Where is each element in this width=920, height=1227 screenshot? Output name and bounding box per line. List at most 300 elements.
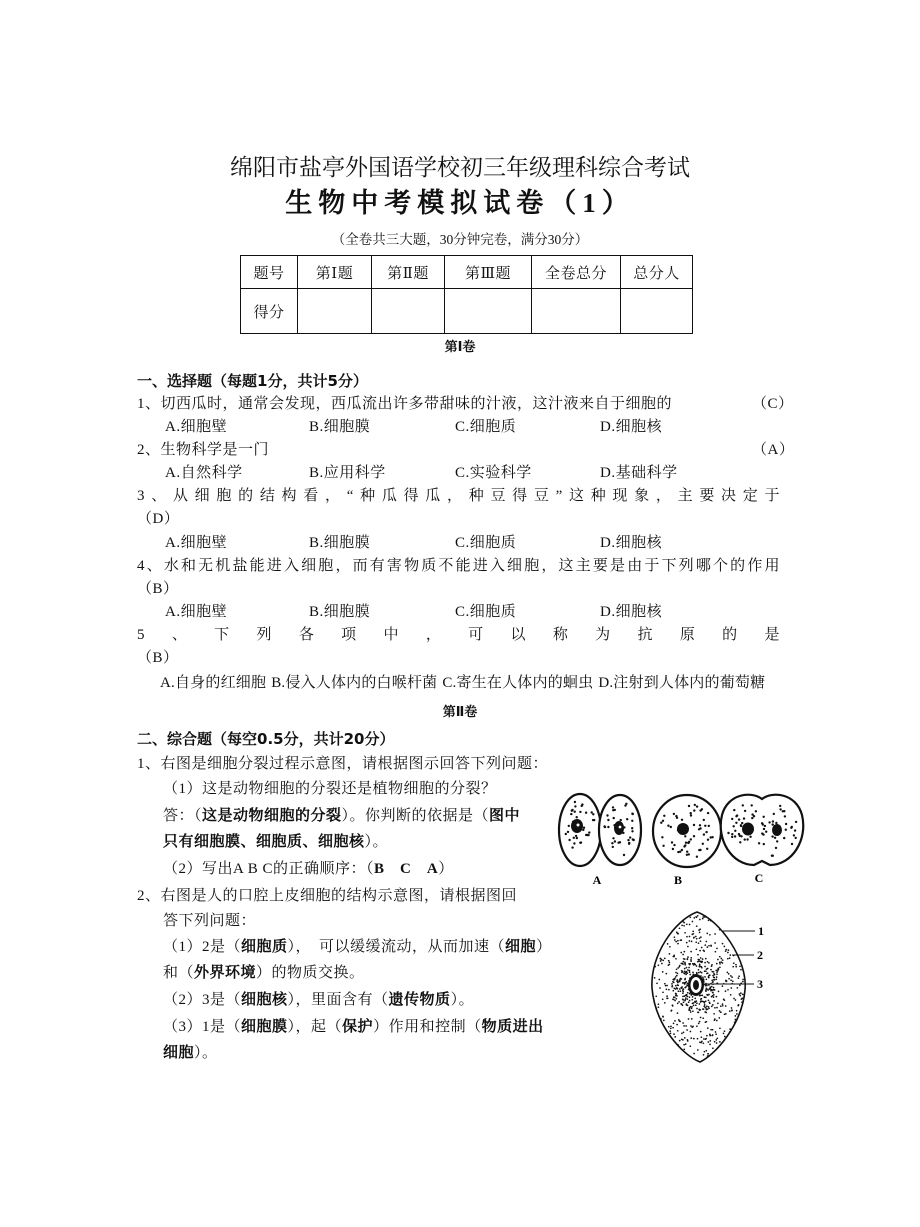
cytoplasm-granule bbox=[664, 958, 666, 960]
cytoplasm-granule bbox=[719, 1010, 721, 1012]
cytoplasm-granule bbox=[716, 1042, 718, 1044]
cytoplasm-granule bbox=[591, 811, 593, 813]
cytoplasm-granule bbox=[741, 1001, 743, 1003]
cytoplasm-granule bbox=[722, 1003, 724, 1005]
cytoplasm-granule bbox=[699, 937, 701, 939]
cytoplasm-granule bbox=[706, 988, 708, 990]
cytoplasm-granule bbox=[683, 958, 685, 960]
cytoplasm-granule bbox=[612, 846, 614, 848]
cytoplasm-granule bbox=[672, 990, 674, 992]
cytoplasm-granule bbox=[676, 968, 678, 970]
cytoplasm-granule bbox=[714, 989, 716, 991]
cytoplasm-granule bbox=[701, 972, 703, 974]
cytoplasm-granule bbox=[685, 1043, 687, 1045]
cytoplasm-granule bbox=[714, 1019, 716, 1021]
cytoplasm-granule bbox=[700, 936, 702, 938]
cytoplasm-granule bbox=[715, 1039, 717, 1041]
option: D.注射到人体内的葡萄糖 bbox=[598, 675, 766, 691]
cytoplasm-granule bbox=[742, 981, 744, 983]
cytoplasm-granule bbox=[707, 972, 709, 974]
question-stem: 4、水和无机盐能进入细胞，而有害物质不能进入细胞，这主要是由于下列哪个的作用 bbox=[137, 558, 780, 574]
cytoplasm-granule bbox=[662, 991, 664, 993]
cytoplasm-granule bbox=[695, 936, 697, 938]
cytoplasm-granule bbox=[763, 828, 765, 830]
cytoplasm-granule bbox=[705, 1050, 707, 1052]
cytoplasm-granule bbox=[695, 1004, 697, 1006]
cytoplasm-granule bbox=[751, 804, 753, 806]
cytoplasm-granule bbox=[675, 993, 677, 995]
cytoplasm-granule bbox=[704, 825, 706, 827]
cytoplasm-granule bbox=[683, 1032, 685, 1034]
text-segment: ）的物质交换。 bbox=[256, 965, 365, 981]
cytoplasm-granule bbox=[671, 983, 673, 985]
cytoplasm-granule bbox=[743, 817, 745, 819]
question-answer: （B） bbox=[137, 581, 179, 597]
paper-title: 生物中考模拟试卷（1） bbox=[285, 188, 635, 218]
question-stem: 1、切西瓜时，通常会发现，西瓜流出许多带甜味的汁液，这汁液来自于细胞的 bbox=[137, 396, 673, 412]
cytoplasm-granule bbox=[731, 836, 733, 838]
cytoplasm-granule bbox=[684, 978, 686, 980]
cytoplasm-granule bbox=[660, 822, 662, 824]
cytoplasm-granule bbox=[685, 1025, 687, 1027]
cytoplasm-granule bbox=[720, 958, 722, 960]
cytoplasm-granule bbox=[714, 942, 716, 944]
cytoplasm-granule bbox=[675, 976, 677, 978]
cytoplasm-granule bbox=[735, 964, 737, 966]
cytoplasm-granule bbox=[689, 974, 691, 976]
section-2-heading: 二、综合题（每空0.5分，共计20分） bbox=[137, 730, 395, 748]
cytoplasm-granule bbox=[682, 954, 684, 956]
cytoplasm-granule bbox=[735, 822, 737, 824]
cytoplasm-granule bbox=[682, 1022, 684, 1024]
cytoplasm-granule bbox=[716, 963, 718, 965]
filled-answer: 保护 bbox=[342, 1019, 374, 1035]
cytoplasm-granule bbox=[722, 959, 724, 961]
cytoplasm-granule bbox=[612, 837, 614, 839]
cytoplasm-granule bbox=[709, 1034, 711, 1036]
cytoplasm-granule bbox=[694, 964, 696, 966]
cytoplasm-granule bbox=[705, 958, 707, 960]
figure-label-b: B bbox=[673, 873, 683, 887]
cytoplasm-granule bbox=[736, 814, 738, 816]
cytoplasm-granule bbox=[735, 966, 737, 968]
cytoplasm-granule bbox=[738, 1004, 740, 1006]
cytoplasm-granule bbox=[571, 846, 573, 848]
cytoplasm-granule bbox=[705, 1000, 707, 1002]
cytoplasm-granule bbox=[677, 967, 679, 969]
cytoplasm-granule bbox=[666, 988, 668, 990]
cytoplasm-granule bbox=[684, 968, 686, 970]
cytoplasm-granule bbox=[711, 836, 713, 838]
text-segment: （2）3是（ bbox=[163, 992, 242, 1008]
cytoplasm-granule bbox=[723, 946, 725, 948]
cytoplasm-granule bbox=[658, 1003, 660, 1005]
cytoplasm-granule bbox=[735, 999, 737, 1001]
cytoplasm-granule bbox=[733, 809, 735, 811]
filled-answer: 细胞核 bbox=[241, 992, 288, 1008]
cytoplasm-granule bbox=[674, 936, 676, 938]
cytoplasm-granule bbox=[677, 1012, 679, 1014]
cytoplasm-granule bbox=[727, 958, 729, 960]
cytoplasm-granule bbox=[668, 1026, 670, 1028]
cytoplasm-granule bbox=[691, 1006, 693, 1008]
cytoplasm-granule bbox=[691, 1008, 693, 1010]
cytoplasm-granule bbox=[663, 1020, 665, 1022]
cytoplasm-granule bbox=[710, 945, 712, 947]
cytoplasm-granule bbox=[727, 952, 729, 954]
cytoplasm-granule bbox=[729, 954, 731, 956]
cytoplasm-granule bbox=[707, 812, 709, 814]
cell-c bbox=[721, 795, 804, 865]
cytoplasm-granule bbox=[739, 841, 741, 843]
cytoplasm-granule bbox=[713, 973, 715, 975]
text-segment: ）。 bbox=[364, 834, 389, 850]
filled-answer: 细胞膜 bbox=[241, 1019, 288, 1035]
figure-label-2: 2 bbox=[757, 948, 763, 962]
cytoplasm-granule bbox=[707, 994, 709, 996]
cytoplasm-granule bbox=[705, 990, 707, 992]
cytoplasm-granule bbox=[670, 1027, 672, 1029]
option: C.细胞质 bbox=[455, 419, 517, 435]
cytoplasm-granule bbox=[751, 817, 753, 819]
cytoplasm-granule bbox=[725, 949, 727, 951]
nucleus bbox=[742, 823, 754, 836]
cytoplasm-granule bbox=[684, 1000, 686, 1002]
cytoplasm-granule bbox=[705, 985, 707, 987]
cytoplasm-granule bbox=[681, 987, 683, 989]
cytoplasm-granule bbox=[668, 989, 670, 991]
part-1-label: 第Ⅰ卷 bbox=[444, 340, 476, 355]
cytoplasm-granule bbox=[732, 966, 734, 968]
cytoplasm-granule bbox=[661, 836, 663, 838]
cytoplasm-granule bbox=[713, 987, 715, 989]
cytoplasm-granule bbox=[688, 963, 690, 965]
cytoplasm-granule bbox=[669, 1030, 671, 1032]
cytoplasm-granule bbox=[688, 1001, 690, 1003]
filled-answer: 细胞 bbox=[163, 1045, 195, 1061]
cytoplasm-granule bbox=[689, 970, 691, 972]
cytoplasm-granule bbox=[704, 996, 706, 998]
cytoplasm-granule bbox=[613, 817, 615, 819]
cytoplasm-granule bbox=[730, 975, 732, 977]
cytoplasm-granule bbox=[588, 831, 590, 833]
cytoplasm-granule bbox=[604, 826, 606, 828]
cytoplasm-granule bbox=[779, 805, 781, 807]
filled-answer: 这是动物细胞的分裂 bbox=[202, 808, 342, 824]
cytoplasm-granule bbox=[573, 837, 575, 839]
cytoplasm-granule bbox=[707, 1053, 709, 1055]
nucleus bbox=[772, 824, 782, 836]
cytoplasm-granule bbox=[699, 919, 701, 921]
cytoplasm-granule bbox=[682, 992, 684, 994]
cytoplasm-granule bbox=[731, 1010, 733, 1012]
cytoplasm-granule bbox=[665, 973, 667, 975]
cytoplasm-granule bbox=[714, 979, 716, 981]
cytoplasm-granule bbox=[720, 1005, 722, 1007]
cytoplasm-granule bbox=[702, 958, 704, 960]
cytoplasm-granule bbox=[682, 991, 684, 993]
cytoplasm-granule bbox=[732, 980, 734, 982]
cytoplasm-granule bbox=[711, 964, 713, 966]
cytoplasm-granule bbox=[661, 963, 663, 965]
cytoplasm-granule bbox=[696, 1025, 698, 1027]
text-segment: ）。 bbox=[450, 992, 475, 1008]
filled-answer: B C A bbox=[374, 861, 439, 877]
cytoplasm-granule bbox=[744, 838, 746, 840]
cytoplasm-granule bbox=[672, 1027, 674, 1029]
cytoplasm-granule bbox=[697, 1038, 699, 1040]
cytoplasm-granule bbox=[673, 1023, 675, 1025]
cytoplasm-granule bbox=[687, 983, 689, 985]
text-segment: （3）1是（ bbox=[163, 1019, 242, 1035]
option-row bbox=[160, 674, 770, 692]
cytoplasm-granule bbox=[716, 976, 718, 978]
cytoplasm-granule bbox=[740, 992, 742, 994]
cytoplasm-granule bbox=[791, 826, 793, 828]
cytoplasm-granule bbox=[736, 1013, 738, 1015]
cytoplasm-granule bbox=[682, 1004, 684, 1006]
cytoplasm-granule bbox=[719, 1041, 721, 1043]
cytoplasm-granule bbox=[579, 811, 581, 813]
figure-label-a: A bbox=[592, 873, 602, 887]
option: B.侵入人体内的白喉杆菌 bbox=[271, 675, 438, 691]
option: D.细胞核 bbox=[600, 419, 663, 435]
sub-question bbox=[163, 991, 474, 1009]
cytoplasm-granule bbox=[570, 813, 572, 815]
cytoplasm-granule bbox=[693, 824, 695, 826]
cytoplasm-granule bbox=[680, 1003, 682, 1005]
cytoplasm-granule bbox=[665, 985, 667, 987]
cytoplasm-granule bbox=[626, 818, 628, 820]
option: C.寄生在人体内的蛔虫 bbox=[442, 675, 594, 691]
cytoplasm-granule bbox=[678, 990, 680, 992]
cytoplasm-granule bbox=[683, 845, 685, 847]
figure-label-1: 1 bbox=[758, 924, 764, 938]
cytoplasm-granule bbox=[728, 973, 730, 975]
cytoplasm-granule bbox=[701, 1036, 703, 1038]
cytoplasm-granule bbox=[741, 822, 743, 824]
cytoplasm-granule bbox=[702, 976, 704, 978]
cytoplasm-granule bbox=[758, 842, 760, 844]
cytoplasm-granule bbox=[692, 972, 694, 974]
cytoplasm-granule bbox=[688, 805, 690, 807]
cytoplasm-granule bbox=[702, 918, 704, 920]
cytoplasm-granule bbox=[692, 931, 694, 933]
cytoplasm-granule bbox=[705, 1038, 707, 1040]
cytoplasm-granule bbox=[715, 951, 717, 953]
cytoplasm-granule bbox=[699, 824, 701, 826]
cytoplasm-granule bbox=[700, 961, 702, 963]
cytoplasm-granule bbox=[701, 995, 703, 997]
cytoplasm-granule bbox=[576, 837, 578, 839]
cytoplasm-granule bbox=[717, 959, 719, 961]
cytoplasm-granule bbox=[773, 813, 775, 815]
cytoplasm-granule bbox=[684, 1037, 686, 1039]
cytoplasm-granule bbox=[686, 972, 688, 974]
cytoplasm-granule bbox=[699, 1003, 701, 1005]
cytoplasm-granule bbox=[701, 967, 703, 969]
cytoplasm-granule bbox=[681, 849, 683, 851]
cytoplasm-granule bbox=[686, 936, 688, 938]
cytoplasm-granule bbox=[707, 839, 709, 841]
question-answer: （D） bbox=[137, 511, 180, 527]
cytoplasm-granule bbox=[712, 1047, 714, 1049]
cytoplasm-granule bbox=[728, 978, 730, 980]
score-table bbox=[240, 255, 693, 334]
cytoplasm-granule bbox=[706, 933, 708, 935]
cytoplasm-granule bbox=[687, 959, 689, 961]
cytoplasm-granule bbox=[593, 819, 595, 821]
cytoplasm-granule bbox=[677, 1048, 679, 1050]
cytoplasm-granule bbox=[698, 959, 700, 961]
cytoplasm-granule bbox=[700, 1031, 702, 1033]
cytoplasm-granule bbox=[738, 977, 740, 979]
text-segment: 2、右图是人的口腔上皮细胞的结构示意图，请根据图回 bbox=[137, 888, 518, 904]
cytoplasm-granule bbox=[702, 916, 704, 918]
text-segment: 1、右图是细胞分裂过程示意图，请根据图示回答下列问题： bbox=[137, 756, 549, 772]
cytoplasm-granule bbox=[696, 948, 698, 950]
cytoplasm-granule bbox=[702, 843, 704, 845]
option: D.细胞核 bbox=[600, 535, 663, 551]
cytoplasm-granule bbox=[735, 1015, 737, 1017]
cytoplasm-granule bbox=[795, 837, 797, 839]
cytoplasm-granule bbox=[682, 1039, 684, 1041]
cytoplasm-granule bbox=[679, 1040, 681, 1042]
cytoplasm-granule bbox=[716, 1007, 718, 1009]
cytoplasm-granule bbox=[592, 813, 594, 815]
cytoplasm-granule bbox=[677, 933, 679, 935]
cytoplasm-granule bbox=[703, 1001, 705, 1003]
cytoplasm-granule bbox=[783, 810, 785, 812]
cytoplasm-granule bbox=[687, 842, 689, 844]
cytoplasm-granule bbox=[586, 834, 588, 836]
cytoplasm-granule bbox=[730, 994, 732, 996]
cytoplasm-granule bbox=[674, 939, 676, 941]
cytoplasm-granule bbox=[698, 942, 700, 944]
cytoplasm-granule bbox=[695, 941, 697, 943]
cytoplasm-granule bbox=[684, 963, 686, 965]
cytoplasm-granule bbox=[692, 1010, 694, 1012]
cytoplasm-granule bbox=[727, 989, 729, 991]
cytoplasm-granule bbox=[697, 915, 699, 917]
cytoplasm-granule bbox=[694, 804, 696, 806]
cytoplasm-granule bbox=[731, 976, 733, 978]
cytoplasm-granule bbox=[729, 957, 731, 959]
cytoplasm-granule bbox=[680, 952, 682, 954]
score-row-label: 得分 bbox=[241, 289, 298, 334]
cytoplasm-granule bbox=[698, 1012, 700, 1014]
cytoplasm-granule bbox=[687, 1005, 689, 1007]
cytoplasm-granule bbox=[700, 1017, 702, 1019]
cytoplasm-granule bbox=[719, 961, 721, 963]
cytoplasm-granule bbox=[673, 982, 675, 984]
cytoplasm-granule bbox=[672, 1005, 674, 1007]
cytoplasm-granule bbox=[677, 851, 679, 853]
cytoplasm-granule bbox=[620, 819, 622, 821]
cheek-cell-figure bbox=[640, 905, 775, 1070]
cytoplasm-granule bbox=[784, 815, 786, 817]
cytoplasm-granule bbox=[607, 819, 609, 821]
cytoplasm-granule bbox=[689, 971, 691, 973]
cytoplasm-granule bbox=[690, 1011, 692, 1013]
cytoplasm-granule bbox=[704, 962, 706, 964]
cytoplasm-granule bbox=[690, 812, 692, 814]
cytoplasm-granule bbox=[675, 998, 677, 1000]
cytoplasm-granule bbox=[701, 1041, 703, 1043]
cytoplasm-granule bbox=[707, 1055, 709, 1057]
cytoplasm-granule bbox=[701, 947, 703, 949]
cytoplasm-granule bbox=[686, 967, 688, 969]
score-table-header-cell: 总分人 bbox=[621, 256, 693, 289]
cytoplasm-granule bbox=[712, 992, 714, 994]
cell-a bbox=[559, 794, 641, 866]
cytoplasm-granule bbox=[625, 803, 627, 805]
text-segment: ）作用和控制（ bbox=[373, 1019, 482, 1035]
cytoplasm-granule bbox=[682, 996, 684, 998]
cytoplasm-granule bbox=[579, 842, 581, 844]
filled-answer: 图中 bbox=[489, 808, 521, 824]
cytoplasm-granule bbox=[739, 995, 741, 997]
cytoplasm-granule bbox=[632, 838, 634, 840]
text-segment: （1）这是动物细胞的分裂还是植物细胞的分裂？ bbox=[163, 781, 497, 797]
sub-question bbox=[163, 964, 365, 982]
cytoplasm-granule bbox=[631, 830, 633, 832]
cytoplasm-granule bbox=[574, 811, 576, 813]
cytoplasm-granule bbox=[707, 1008, 709, 1010]
cytoplasm-granule bbox=[662, 845, 664, 847]
cytoplasm-granule bbox=[716, 1037, 718, 1039]
cytoplasm-granule bbox=[631, 827, 633, 829]
sub-question bbox=[163, 1018, 544, 1036]
score-table-header-cell: 第Ⅱ题 bbox=[372, 256, 445, 289]
cytoplasm-granule bbox=[658, 979, 660, 981]
cytoplasm-granule bbox=[751, 813, 753, 815]
cytoplasm-granule bbox=[742, 994, 744, 996]
cytoplasm-granule bbox=[719, 1027, 721, 1029]
cytoplasm-granule bbox=[763, 816, 765, 818]
cytoplasm-granule bbox=[683, 1044, 685, 1046]
cytoplasm-granule bbox=[738, 818, 740, 820]
option: C.实验科学 bbox=[455, 465, 532, 481]
score-table-header-cell: 题号 bbox=[241, 256, 298, 289]
cytoplasm-granule bbox=[686, 923, 688, 925]
cytoplasm-granule bbox=[712, 1029, 714, 1031]
cytoplasm-granule bbox=[676, 981, 678, 983]
cytoplasm-granule bbox=[700, 940, 702, 942]
cytoplasm-granule bbox=[611, 842, 613, 844]
cytoplasm-granule bbox=[693, 937, 695, 939]
cytoplasm-granule bbox=[703, 1054, 705, 1056]
cytoplasm-granule bbox=[711, 1006, 713, 1008]
text-segment: 和（ bbox=[163, 965, 195, 981]
cytoplasm-granule bbox=[693, 917, 695, 919]
cytoplasm-granule bbox=[670, 826, 672, 828]
cytoplasm-granule bbox=[692, 996, 694, 998]
text-segment: （1）2是（ bbox=[163, 939, 242, 955]
cytoplasm-granule bbox=[706, 848, 708, 850]
nucleus bbox=[614, 821, 624, 835]
score-table-header-cell: 第Ⅲ题 bbox=[445, 256, 532, 289]
cytoplasm-granule bbox=[714, 933, 716, 935]
cytoplasm-granule bbox=[691, 1018, 693, 1020]
cytoplasm-granule bbox=[722, 1005, 724, 1007]
cytoplasm-granule bbox=[676, 995, 678, 997]
cytoplasm-granule bbox=[688, 967, 690, 969]
cytoplasm-granule bbox=[676, 931, 678, 933]
cytoplasm-granule bbox=[711, 971, 713, 973]
cytoplasm-granule bbox=[791, 843, 793, 845]
cytoplasm-granule bbox=[687, 969, 689, 971]
